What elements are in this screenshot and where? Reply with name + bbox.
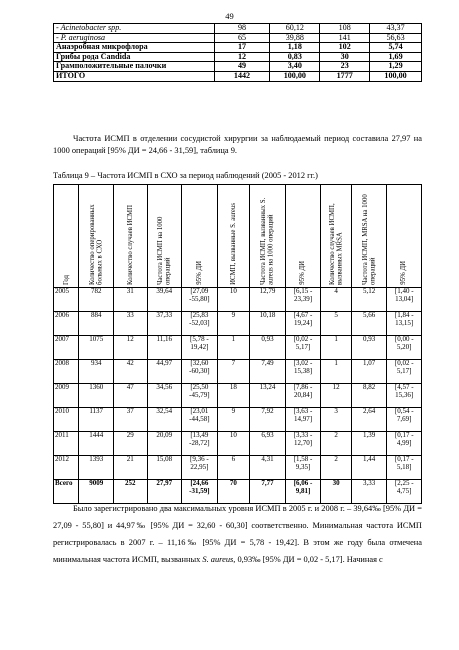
table-cell: 37,33 bbox=[147, 312, 182, 336]
table-cell: 1,29 bbox=[370, 62, 422, 72]
table-cell: 100,00 bbox=[270, 71, 320, 81]
table9 bbox=[53, 184, 422, 504]
table-cell: [32,60 -60,30] bbox=[182, 360, 218, 384]
table-cell: 9 bbox=[217, 408, 250, 432]
table-cell: 7,49 bbox=[250, 360, 286, 384]
table-cell: 1,44 bbox=[351, 456, 387, 480]
column-header-text: Частота ИСМП, вызванных S. aureus на 1000 операций bbox=[260, 197, 275, 285]
column-header bbox=[250, 185, 286, 288]
table-row bbox=[54, 384, 422, 408]
table-cell: 65 bbox=[214, 33, 270, 43]
page-number: 49 bbox=[225, 11, 234, 21]
table9-caption: Таблица 9 – Частота ИСМП в СХО за период наблюдений (2005 - 2012 гг.) bbox=[53, 171, 318, 180]
table-cell: [0,17 - 5,18] bbox=[387, 456, 422, 480]
paragraph-results: Было зарегистрировано два максимальных уровня ИСМП в 2005 г. и 2008 г. – 39,64‰ [95% ДИ = 27,09 - 55,80] и 44,97‰ [95% ДИ = 32,60 - 60,30] соответственно. Минимальная частота ИСМП регистрировалась в 2007 г. – 11,16‰ [95% ДИ = 5,78 - 19,42]. В этом же году была отмечена минимальная частота ИСМП, вызванных S. aureus, 0,93‰ [95% ДИ = 0,02 - 5,17]. Начиная с bbox=[53, 504, 422, 564]
table-cell: 2010 bbox=[54, 408, 79, 432]
table-cell: 2008 bbox=[54, 360, 79, 384]
table-cell: 1 bbox=[321, 336, 351, 360]
table-cell: [1,40 - 13,04] bbox=[387, 288, 422, 312]
table-cell: 1,07 bbox=[351, 360, 387, 384]
table-cell: 934 bbox=[79, 360, 114, 384]
table-cell: 1442 bbox=[214, 71, 270, 81]
column-header bbox=[321, 185, 351, 288]
table-cell: 31 bbox=[113, 288, 147, 312]
table-cell: [3,63 - 14,97] bbox=[285, 408, 321, 432]
table-row bbox=[54, 288, 422, 312]
table-cell: 17 bbox=[214, 43, 270, 53]
table-cell: 32,54 bbox=[147, 408, 182, 432]
table-cell: 0,83 bbox=[270, 52, 320, 62]
table-cell: [3,33 - 12,70] bbox=[285, 432, 321, 456]
table-cell: 1,18 bbox=[270, 43, 320, 53]
table-cell: 9009 bbox=[79, 480, 114, 504]
column-header-text: 95% ДИ bbox=[299, 261, 307, 285]
column-header-text: Количество случаев ИСМП bbox=[126, 205, 134, 285]
table-cell: [0,02 - 5,17] bbox=[387, 360, 422, 384]
table-cell: 1137 bbox=[79, 408, 114, 432]
column-header bbox=[54, 185, 79, 288]
table-cell: 12 bbox=[321, 384, 351, 408]
table-row bbox=[54, 336, 422, 360]
column-header bbox=[113, 185, 147, 288]
table-cell: 15,08 bbox=[147, 456, 182, 480]
table-cell: [1,84 - 13,15] bbox=[387, 312, 422, 336]
row-label: - Acinetobacter spp. bbox=[54, 24, 215, 34]
table-cell: [2,25 - 4,75] bbox=[387, 480, 422, 504]
table-cell: 5,66 bbox=[351, 312, 387, 336]
table-cell: 37 bbox=[113, 408, 147, 432]
table-cell: 1 bbox=[217, 336, 250, 360]
table-cell: 2007 bbox=[54, 336, 79, 360]
column-header bbox=[182, 185, 218, 288]
table-cell: 5,12 bbox=[351, 288, 387, 312]
table-cell: 6 bbox=[217, 456, 250, 480]
row-label: - P. aeruginosa bbox=[54, 33, 215, 43]
table-row bbox=[54, 408, 422, 432]
table-cell: 1393 bbox=[79, 456, 114, 480]
table-cell: 252 bbox=[113, 480, 147, 504]
table-cell: 0,93 bbox=[250, 336, 286, 360]
table-cell: 4 bbox=[321, 288, 351, 312]
table-cell: 2005 bbox=[54, 288, 79, 312]
table-cell: [5,78 - 19,42] bbox=[182, 336, 218, 360]
table-row bbox=[54, 456, 422, 480]
table-cell: 39,88 bbox=[270, 33, 320, 43]
table-cell: 3,33 bbox=[351, 480, 387, 504]
table-cell: 2006 bbox=[54, 312, 79, 336]
table-cell: 7 bbox=[217, 360, 250, 384]
table-cell: 70 bbox=[217, 480, 250, 504]
table-cell: 10 bbox=[217, 288, 250, 312]
table-cell: 141 bbox=[320, 33, 370, 43]
table-row bbox=[54, 432, 422, 456]
row-label: Анаэробная микрофлора bbox=[54, 43, 215, 53]
column-header bbox=[387, 185, 422, 288]
paragraph-frequency: Частота ИСМП в отделении сосудистой хирургии за наблюдаемый период составила 27,97 на 1000 операций [95% ДИ = 24,66 - 31,59], таблица 9. bbox=[53, 134, 422, 156]
table-cell: [1,58 - 9,35] bbox=[285, 456, 321, 480]
table-cell: 56,63 bbox=[370, 33, 422, 43]
table-cell: 6,93 bbox=[250, 432, 286, 456]
table-cell: 884 bbox=[79, 312, 114, 336]
table-cell: 2,64 bbox=[351, 408, 387, 432]
table-cell: 29 bbox=[113, 432, 147, 456]
table-cell: 4,31 bbox=[250, 456, 286, 480]
table-cell: 2011 bbox=[54, 432, 79, 456]
table-cell: 2009 bbox=[54, 384, 79, 408]
table-cell: 3 bbox=[321, 408, 351, 432]
table-cell: 100,00 bbox=[370, 71, 422, 81]
table-cell: [23,01 -44,58] bbox=[182, 408, 218, 432]
table-cell: 10 bbox=[217, 432, 250, 456]
table-cell: 5,74 bbox=[370, 43, 422, 53]
table-row bbox=[54, 71, 422, 81]
table-cell: 12,79 bbox=[250, 288, 286, 312]
row-label: ИТОГО bbox=[54, 71, 215, 81]
table-row bbox=[54, 312, 422, 336]
table-cell: 3,40 bbox=[270, 62, 320, 72]
table-cell: 9 bbox=[217, 312, 250, 336]
table-cell: 0,93 bbox=[351, 336, 387, 360]
row-label: Грибы рода Candida bbox=[54, 52, 215, 62]
table-cell: 108 bbox=[320, 24, 370, 34]
table-cell: 21 bbox=[113, 456, 147, 480]
table-cell: 20,09 bbox=[147, 432, 182, 456]
column-header bbox=[285, 185, 321, 288]
table-cell: 1,69 bbox=[370, 52, 422, 62]
table-cell: 27,97 bbox=[147, 480, 182, 504]
column-header bbox=[217, 185, 250, 288]
table-cell: [7,86 - 20,84] bbox=[285, 384, 321, 408]
table-cell: 39,64 bbox=[147, 288, 182, 312]
table-cell: 1075 bbox=[79, 336, 114, 360]
table-cell: 44,97 bbox=[147, 360, 182, 384]
table-cell: Всего bbox=[54, 480, 79, 504]
table-cell: 43,37 bbox=[370, 24, 422, 34]
table-cell: 8,82 bbox=[351, 384, 387, 408]
table-cell: 23 bbox=[320, 62, 370, 72]
table-cell: 2 bbox=[321, 456, 351, 480]
column-header bbox=[351, 185, 387, 288]
table-cell: 1444 bbox=[79, 432, 114, 456]
column-header-text: Количество оперированных больных в СХО bbox=[88, 204, 104, 285]
table-cell: 782 bbox=[79, 288, 114, 312]
table-cell: 30 bbox=[320, 52, 370, 62]
table-cell: [25,50 -45,79] bbox=[182, 384, 218, 408]
table-cell: 49 bbox=[214, 62, 270, 72]
table-row bbox=[54, 24, 422, 34]
table-cell: 2 bbox=[321, 432, 351, 456]
table-cell: [4,67 - 19,24] bbox=[285, 312, 321, 336]
table-cell: [25,83 -52,03] bbox=[182, 312, 218, 336]
table-cell: 18 bbox=[217, 384, 250, 408]
table-cell: 11,16 bbox=[147, 336, 182, 360]
column-header-text: Количество случаев ИСМП, вызванных MRSA bbox=[328, 203, 344, 285]
table-cell: 102 bbox=[320, 43, 370, 53]
column-header-text: Год bbox=[62, 275, 70, 285]
column-header-text: ИСМП, вызванные S. aureus bbox=[229, 203, 237, 285]
table-row bbox=[54, 43, 422, 53]
table-cell: 30 bbox=[321, 480, 351, 504]
microflora-table bbox=[53, 23, 422, 82]
row-label: Грамположительные палочки bbox=[54, 62, 215, 72]
table-cell: 10,18 bbox=[250, 312, 286, 336]
table-cell: [0,17 - 4,99] bbox=[387, 432, 422, 456]
table-cell: 1777 bbox=[320, 71, 370, 81]
column-header-text: Частота ИСМП на 1000 операций bbox=[156, 216, 172, 285]
table-cell: [4,57 - 15,36] bbox=[387, 384, 422, 408]
table-cell: 1 bbox=[321, 360, 351, 384]
table-cell: 1,39 bbox=[351, 432, 387, 456]
table-cell: 1360 bbox=[79, 384, 114, 408]
table-cell: [27,09 -55,80] bbox=[182, 288, 218, 312]
table-cell: [3,02 - 15,38] bbox=[285, 360, 321, 384]
table-cell: 2012 bbox=[54, 456, 79, 480]
table-cell: 47 bbox=[113, 384, 147, 408]
table-cell: 12 bbox=[113, 336, 147, 360]
column-header bbox=[147, 185, 182, 288]
table-cell: 98 bbox=[214, 24, 270, 34]
table-cell: [0,00 - 5,20] bbox=[387, 336, 422, 360]
table-cell: 60,12 bbox=[270, 24, 320, 34]
table-cell: 7,92 bbox=[250, 408, 286, 432]
table-cell: [6,15 - 23,39] bbox=[285, 288, 321, 312]
table-cell: 7,77 bbox=[250, 480, 286, 504]
column-header-text: Частота ИСМП, MRSA на 1000 операций bbox=[361, 194, 377, 285]
table-cell: 42 bbox=[113, 360, 147, 384]
column-header-text: 95% ДИ bbox=[400, 261, 408, 285]
table-cell: 12 bbox=[214, 52, 270, 62]
column-header bbox=[79, 185, 114, 288]
table-cell: [24,66 -31,59] bbox=[182, 480, 218, 504]
column-header-text: 95% ДИ bbox=[195, 261, 203, 285]
table-cell: 13,24 bbox=[250, 384, 286, 408]
table-cell: [9,36 - 22,95] bbox=[182, 456, 218, 480]
table-cell: [13,49 -28,72] bbox=[182, 432, 218, 456]
table-cell: 34,56 bbox=[147, 384, 182, 408]
table-cell: 5 bbox=[321, 312, 351, 336]
table-cell: [0,54 - 7,69] bbox=[387, 408, 422, 432]
table-row bbox=[54, 360, 422, 384]
table-cell: [6,06 - 9,81] bbox=[285, 480, 321, 504]
table-cell: [0,02 - 5,17] bbox=[285, 336, 321, 360]
table-cell: 33 bbox=[113, 312, 147, 336]
